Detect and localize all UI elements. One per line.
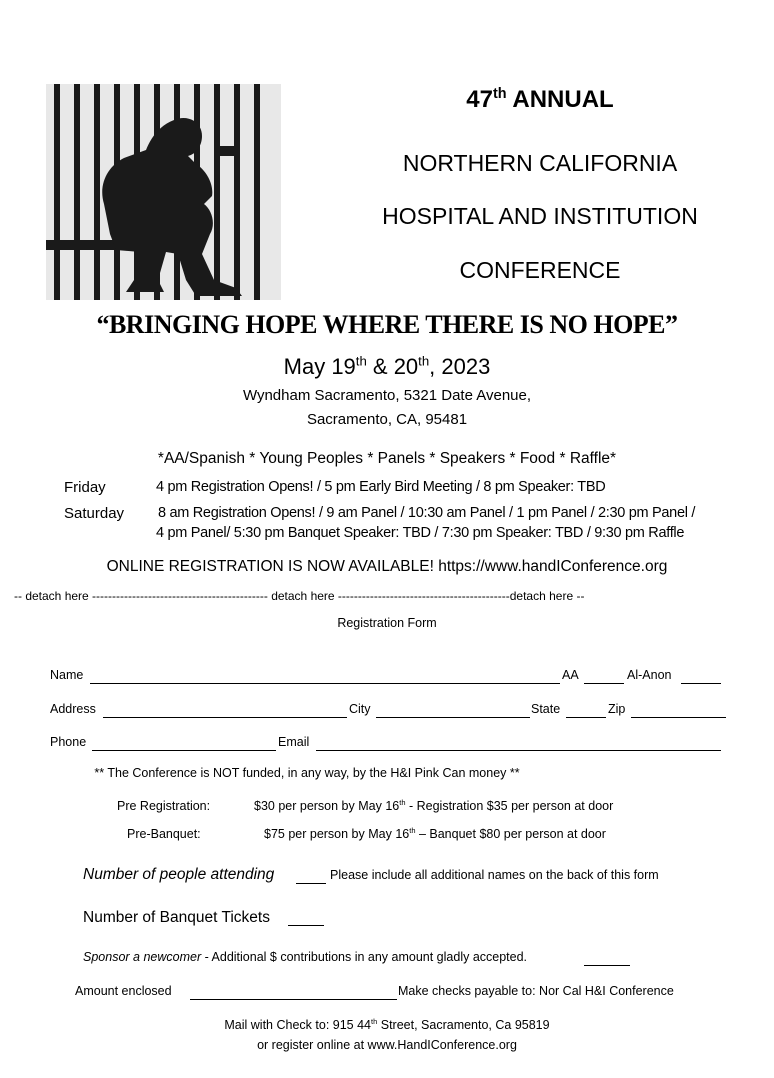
mail-b: Street, Sacramento, Ca 95819 bbox=[377, 1018, 550, 1032]
phone-label: Phone bbox=[50, 735, 87, 749]
date-suffix: , 2023 bbox=[429, 354, 491, 379]
attending-label: Number of people attending bbox=[83, 866, 275, 883]
detach-line: -- detach here -------------------------------------------- detach here -------------------------------------------detach here -- bbox=[14, 589, 585, 603]
state-field[interactable] bbox=[566, 717, 606, 718]
schedule-saturday-day: Saturday bbox=[64, 505, 125, 522]
aa-field[interactable] bbox=[584, 683, 624, 684]
pre-registration-text-b: - Registration $35 per person at door bbox=[405, 799, 614, 813]
date-prefix: May 19 bbox=[283, 354, 356, 379]
annual-suffix: th bbox=[493, 86, 507, 102]
amount-field[interactable] bbox=[190, 999, 397, 1000]
conference-title-line4: CONFERENCE bbox=[459, 257, 621, 283]
conference-title-line2: NORTHERN CALIFORNIA bbox=[402, 150, 678, 176]
state-label: State bbox=[531, 702, 561, 716]
annual-number: 47 bbox=[466, 86, 493, 113]
address-label: Address bbox=[50, 702, 96, 716]
pre-banquet-text bbox=[264, 827, 606, 841]
banquet-tickets-label: Number of Banquet Tickets bbox=[83, 909, 270, 926]
date-sup2: th bbox=[418, 353, 430, 369]
zip-field[interactable] bbox=[631, 717, 726, 718]
online-registration-link[interactable]: ONLINE REGISTRATION IS NOW AVAILABLE! https://www.handIConference.org bbox=[106, 558, 668, 575]
conference-annual-title bbox=[360, 86, 720, 114]
date-mid: & 20 bbox=[366, 354, 419, 379]
pre-banquet-sup: th bbox=[409, 825, 416, 835]
sponsor-text: - Additional $ contributions in any amount gladly accepted. bbox=[201, 950, 528, 964]
mail-a: Mail with Check to: 915 44 bbox=[224, 1018, 371, 1032]
registration-form-title: Registration Form bbox=[337, 616, 437, 630]
funding-note: ** The Conference is NOT funded, in any way, by the H&I Pink Can money ** bbox=[94, 766, 520, 780]
zip-label: Zip bbox=[608, 702, 626, 716]
alanon-label: Al-Anon bbox=[627, 668, 672, 682]
city-label: City bbox=[349, 702, 371, 716]
pre-banquet-text-a: $75 per person by May 16 bbox=[264, 827, 410, 841]
venue-line2: Sacramento, CA, 95481 bbox=[306, 411, 468, 428]
schedule-friday-day: Friday bbox=[64, 479, 106, 496]
sponsor-italic: Sponsor a newcomer bbox=[83, 950, 202, 964]
schedule-saturday-text2: 4 pm Panel/ 5:30 pm Banquet Speaker: TBD / 7:30 pm Speaker: TBD / 9:30 pm Raffle bbox=[156, 525, 685, 541]
pre-registration-text bbox=[254, 799, 613, 813]
venue-line1: Wyndham Sacramento, 5321 Date Avenue, bbox=[242, 387, 532, 404]
alanon-field[interactable] bbox=[681, 683, 721, 684]
event-features: *AA/Spanish * Young Peoples * Panels * Speakers * Food * Raffle* bbox=[157, 450, 617, 467]
city-field[interactable] bbox=[376, 717, 530, 718]
event-dates bbox=[0, 354, 774, 380]
checks-payable: Make checks payable to: Nor Cal H&I Conference bbox=[398, 984, 674, 998]
pre-registration-sup: th bbox=[399, 797, 406, 807]
aa-label: AA bbox=[562, 668, 579, 682]
amount-label: Amount enclosed bbox=[75, 984, 172, 998]
mail-address bbox=[0, 1018, 774, 1032]
schedule-friday-text: 4 pm Registration Opens! / 5 pm Early Bird Meeting / 8 pm Speaker: TBD bbox=[156, 479, 606, 495]
sponsor-line bbox=[83, 950, 527, 964]
phone-field[interactable] bbox=[92, 750, 276, 751]
annual-word: ANNUAL bbox=[512, 86, 614, 113]
pre-banquet-label: Pre-Banquet: bbox=[127, 827, 201, 841]
attending-note: Please include all additional names on the back of this form bbox=[330, 868, 659, 882]
register-online-link[interactable]: or register online at www.HandIConference.org bbox=[257, 1038, 517, 1052]
jail-silhouette-image bbox=[46, 84, 281, 300]
pre-banquet-text-b: – Banquet $80 per person at door bbox=[415, 827, 606, 841]
email-field[interactable] bbox=[316, 750, 721, 751]
address-field[interactable] bbox=[103, 717, 347, 718]
date-sup1: th bbox=[355, 353, 367, 369]
pre-registration-label: Pre Registration: bbox=[117, 799, 211, 813]
pre-registration-text-a: $30 per person by May 16 bbox=[254, 799, 400, 813]
email-label: Email bbox=[278, 735, 310, 749]
conference-title-line3: HOSPITAL AND INSTITUTION bbox=[382, 203, 698, 229]
name-field[interactable] bbox=[90, 683, 560, 684]
schedule-saturday-text: 8 am Registration Opens! / 9 am Panel / 10:30 am Panel / 1 pm Panel / 2:30 pm Panel / bbox=[158, 505, 696, 521]
sponsor-field[interactable] bbox=[584, 965, 630, 966]
slogan: “BRINGING HOPE WHERE THERE IS NO HOPE” bbox=[96, 310, 678, 339]
mail-sup: th bbox=[371, 1016, 378, 1026]
banquet-tickets-field[interactable] bbox=[288, 925, 324, 926]
attending-field[interactable] bbox=[296, 883, 326, 884]
name-label: Name bbox=[50, 668, 84, 682]
